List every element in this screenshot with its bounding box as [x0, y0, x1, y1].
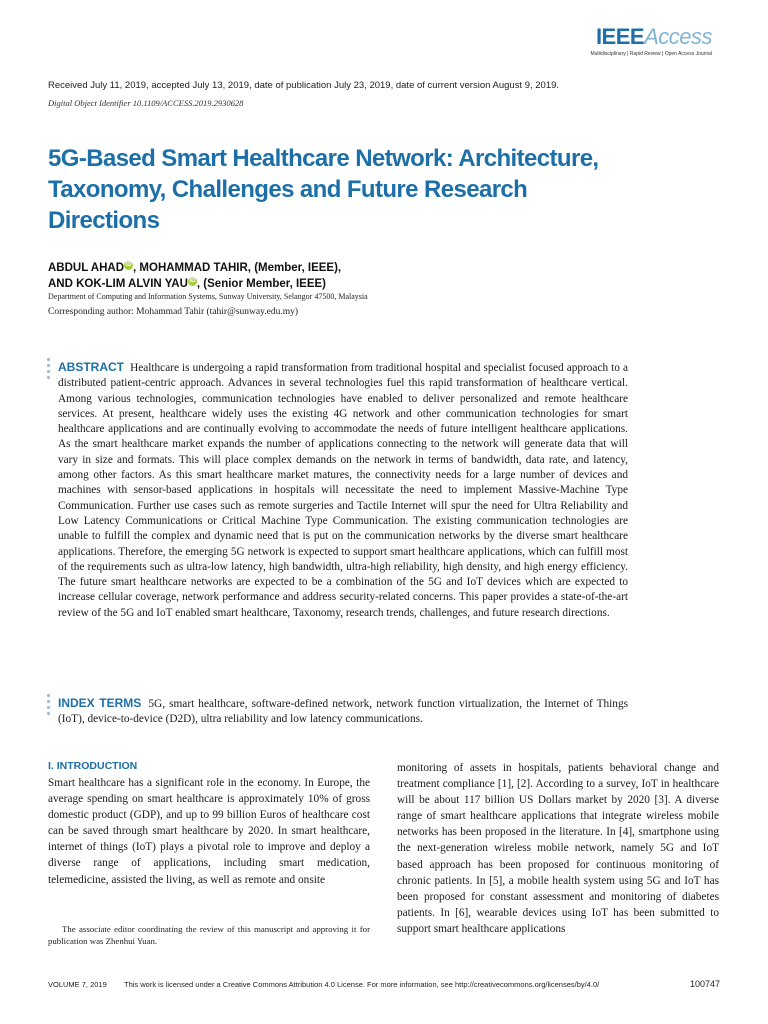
index-terms	[58, 696, 628, 728]
corresponding-author: Corresponding author: Mohammad Tahir (tahir@sunway.edu.my)	[48, 307, 299, 317]
orcid-icon[interactable]: iD	[189, 278, 196, 285]
author-name: , (Senior Member, IEEE)	[196, 278, 327, 290]
section-marker-icon	[46, 694, 52, 718]
abstract-heading: ABSTRACT	[58, 360, 124, 374]
orcid-icon[interactable]: iD	[125, 262, 132, 269]
affiliation: Department of Computing and Information Systems, Sunway University, Selangor 47500, Malaysia	[48, 292, 368, 301]
body-text-column-2: monitoring of assets in hospitals, patients behavioral change and treatment compliance [1], [2]. According to a survey, IoT in healthcare will be about 117 billion US Dollars market by 2020 [3]. A diverse range of smart healthcare applications that integrate wireless mobile networks has been proposed in the literature. In [4], smartphone using the next-generation wireless mobile network, namely 5G and IoT based approach has been proposed for continuous monitoring of chronic patients. In [5], a mobile health system using 5G and IoT has been proposed for constant assessment and monitoring of diabetes patients. In [6], wearable devices using IoT has been submitted to support smart healthcare applications	[397, 762, 719, 935]
author-name: AND KOK-LIM ALVIN YAU	[48, 278, 188, 290]
page-number: 100747	[689, 979, 720, 989]
author-name: ABDUL AHAD	[48, 262, 125, 274]
abstract-text: Healthcare is undergoing a rapid transformation from traditional hospital and specialist focused approach to a distributed patient-centric approach. Advances in several technologies fuel this rapid transformation of healthcare vertical. Among various technologies, communication technologies have enabled to deliver personalized and remote healthcare services. At present, healthcare widely uses the existing 4G network and other communication technologies for smart healthcare applications and are continually evolving to accommodate the needs of future intelligent healthcare applications. As the smart healthcare market expands the number of applications connecting to the network will generate data that will vary in size and formats. This will place complex demands on the network in terms of bandwidth, data rate, and latency, among other factors. As this smart healthcare market matures, the connectivity needs for a large number of devices and machines with sensor-based applications in hospitals will necessitate the need to implement Massive-Machine Type Communication. Further use cases such as remote surgeries and Tactile Internet will spur the need for Ultra Reliability and Low Latency Communications or Critical Machine Type Communication. The existing communication technologies are unable to fulfill the complex and dynamic need that is put on the communication networks by the diverse smart healthcare applications. Therefore, the emerging 5G network is expected to support smart healthcare applications, which can fulfill most of the requirements such as ultra-low latency, high bandwidth, ultra-high reliability, high density, and high energy efficiency. The future smart healthcare networks are expected to be a combination of the 5G and IoT devices which are expected to increase cellular coverage, network performance and address security-related concerns. This paper provides a state-of-the-art review of the 5G and IoT enabled smart healthcare, Taxonomy, research trends, challenges, and future research directions.	[58, 362, 629, 619]
volume-label: VOLUME 7, 2019	[48, 980, 107, 989]
author-list	[48, 260, 341, 292]
logo-tagline: Multidisciplinary | Rapid Review | Open Access Journal	[590, 51, 712, 57]
logo-access: Access	[644, 24, 712, 49]
logo-ieee: IEEE	[595, 24, 645, 49]
body-text-column-1: Smart healthcare has a significant role in the economy. In Europe, the average spending on smart healthcare is approximately 10% of gross domestic product (GDP), and up to 99 billion Euros of healthcare cost can be saved through smart healthcare by 2020. In smart healthcare, internet of things (IoT) plays a pivotal role to improve and deploy a diverse range of applications, including smart medication, telemedicine, assisted the living, as well as remote and onsite	[48, 777, 370, 886]
author-name: , MOHAMMAD TAHIR, (Member, IEEE),	[133, 262, 342, 274]
doi-line: Digital Object Identifier 10.1109/ACCESS.2019.2930628	[48, 98, 244, 108]
abstract	[58, 360, 628, 621]
index-terms-text: 5G, smart healthcare, software-defined network, network function virtualization, the Internet of Things (IoT), device-to-device (D2D), ultra reliability and low latency communications.	[58, 698, 628, 726]
section-marker-icon	[46, 358, 52, 382]
journal-logo	[552, 24, 712, 57]
received-dates: Received July 11, 2019, accepted July 13, 2019, date of publication July 23, 2019, date of current version August 9, 2019.	[48, 80, 560, 91]
footnote: The associate editor coordinating the review of this manuscript and approving it for publication was Zhenhui Yuan.	[48, 924, 370, 946]
license-text[interactable]: This work is licensed under a Creative Commons Attribution 4.0 License. For more information, see http://creativecommons.org/licenses/by/4.0/	[124, 980, 600, 989]
index-terms-heading: INDEX TERMS	[58, 696, 142, 710]
section-heading: I. INTRODUCTION	[48, 760, 138, 772]
paper-title: 5G-Based Smart Healthcare Network: Architecture, Taxonomy, Challenges and Future Research Directions	[48, 145, 599, 234]
